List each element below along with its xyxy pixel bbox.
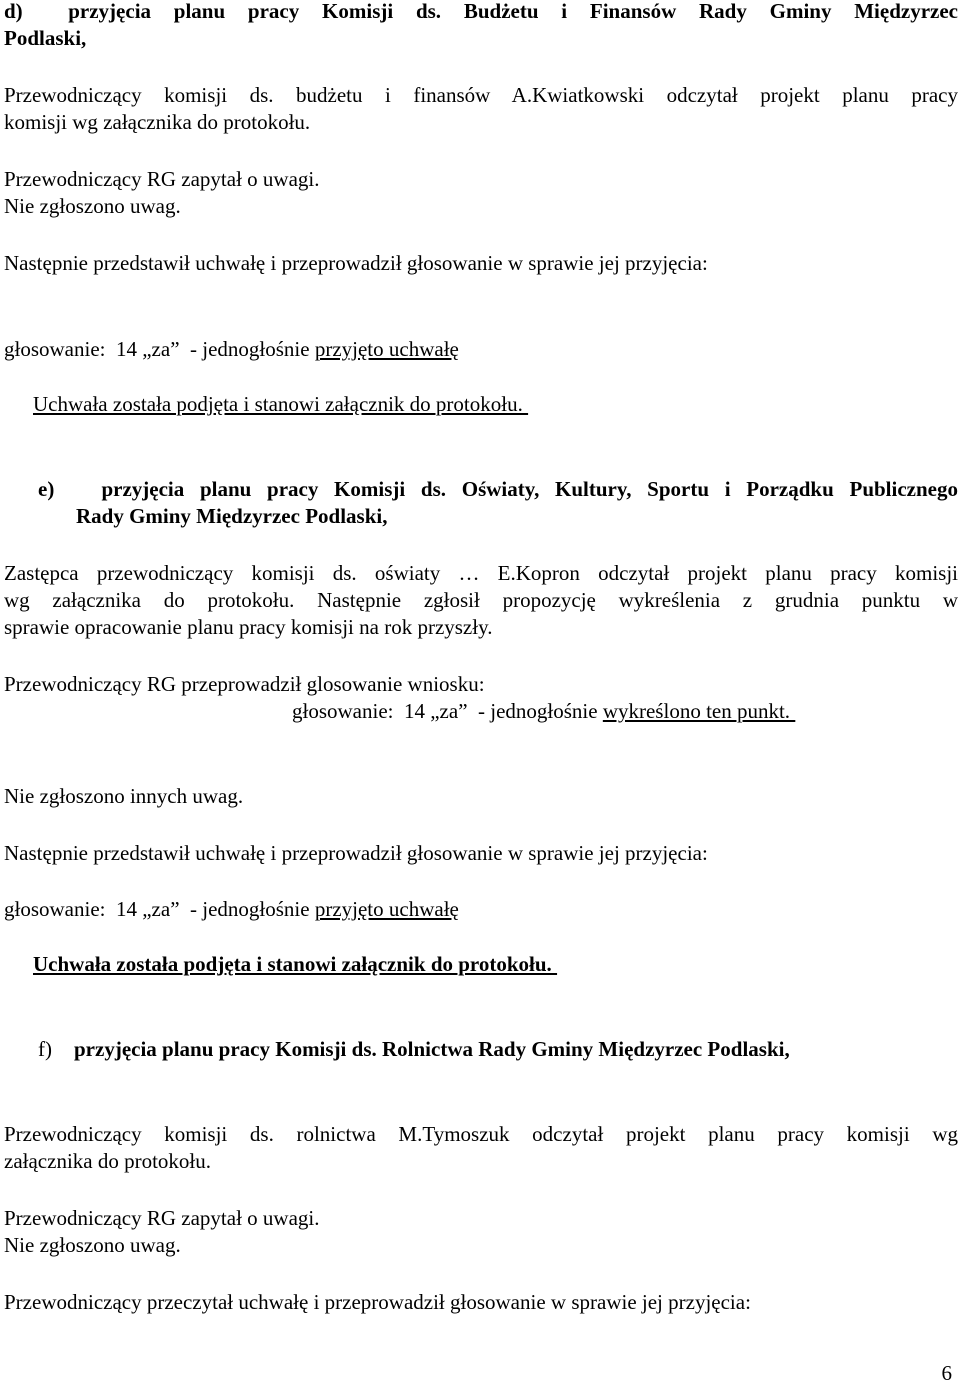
section-d-p1-line2: komisji wg załącznika do protokołu. <box>4 110 311 134</box>
section-d-marker: d) <box>4 0 23 23</box>
section-e-vote2-result: wykreślono ten punkt. <box>602 699 796 723</box>
page-number: 6 <box>941 1361 952 1385</box>
section-d-resolution: Uchwała została podjęta i stanowi załącznik do protokołu. <box>33 392 529 416</box>
section-d-p2-line1: Przewodniczący RG zapytał o uwagi. <box>4 167 320 191</box>
section-d-p2-line2: Nie zgłoszono uwag. <box>4 194 181 218</box>
section-f-heading-text: przyjęcia planu pracy Komisji ds. Rolnictwa Rady Gminy Międzyrzec Podlaski, <box>74 1037 790 1061</box>
section-e-heading-line2: Rady Gminy Międzyrzec Podlaski, <box>76 504 388 528</box>
section-e-vote-prefix: głosowanie: 14 „za” - jednogłośnie <box>4 897 315 921</box>
section-d-heading <box>4 0 958 25</box>
section-f-marker: f) <box>38 1037 52 1061</box>
section-d-p3: Następnie przedstawił uchwałę i przeprowadził głosowanie w sprawie jej przyjęcia: <box>4 251 708 275</box>
section-e-heading <box>38 476 958 503</box>
section-f-p2-line2: Nie zgłoszono uwag. <box>4 1233 181 1257</box>
section-f-p3: Przewodniczący przeczytał uchwałę i przeprowadził głosowanie w sprawie jej przyjęcia: <box>4 1290 751 1314</box>
section-e-vote <box>4 896 459 923</box>
section-e-p1-line3: sprawie opracowanie planu pracy komisji na rok przyszły. <box>4 615 493 639</box>
section-d-vote-result: przyjęto uchwałę <box>314 337 459 361</box>
section-e-vote2 <box>292 698 795 725</box>
section-d-vote-prefix: głosowanie: 14 „za” - jednogłośnie <box>4 337 315 361</box>
section-e-p1-line2: wg załącznika do protokołu. Następnie zgłosił propozycję wykreślenia z grudnia punktu w <box>4 588 958 612</box>
section-f-heading <box>38 1036 790 1063</box>
section-e-p4: Następnie przedstawił uchwałę i przeprowadził głosowanie w sprawie jej przyjęcia: <box>4 841 708 865</box>
section-e-p1-line1: Zastępca przewodniczący komisji ds. oświaty … E.Kopron odczytał projekt planu pracy komisji <box>4 561 958 585</box>
section-e-vote-result: przyjęto uchwałę <box>314 897 459 921</box>
section-e-heading-text: przyjęcia planu pracy Komisji ds. Oświaty, Kultury, Sportu i Porządku Publicznego <box>101 477 958 501</box>
section-d-heading-line2: Podlaski, <box>4 26 87 50</box>
section-f-p1-line2: załącznika do protokołu. <box>4 1149 212 1173</box>
section-e-marker: e) <box>38 477 55 501</box>
section-e-vote2-prefix: głosowanie: 14 „za” - jednogłośnie <box>292 699 603 723</box>
section-f-p1-line1: Przewodniczący komisji ds. rolnictwa M.Tymoszuk odczytał projekt planu pracy komisji wg <box>4 1122 958 1146</box>
section-e-p2: Przewodniczący RG przeprowadził glosowanie wniosku: <box>4 672 485 696</box>
section-d-heading-text: przyjęcia planu pracy Komisji ds. Budżetu i Finansów Rady Gminy Międzyrzec <box>68 0 958 23</box>
section-d-vote <box>4 336 459 363</box>
section-f-p2-line1: Przewodniczący RG zapytał o uwagi. <box>4 1206 320 1230</box>
section-e-resolution: Uchwała została podjęta i stanowi załącznik do protokołu. <box>33 952 558 976</box>
section-d-p1-line1: Przewodniczący komisji ds. budżetu i finansów A.Kwiatkowski odczytał projekt planu pracy <box>4 83 958 107</box>
section-e-p3: Nie zgłoszono innych uwag. <box>4 784 244 808</box>
